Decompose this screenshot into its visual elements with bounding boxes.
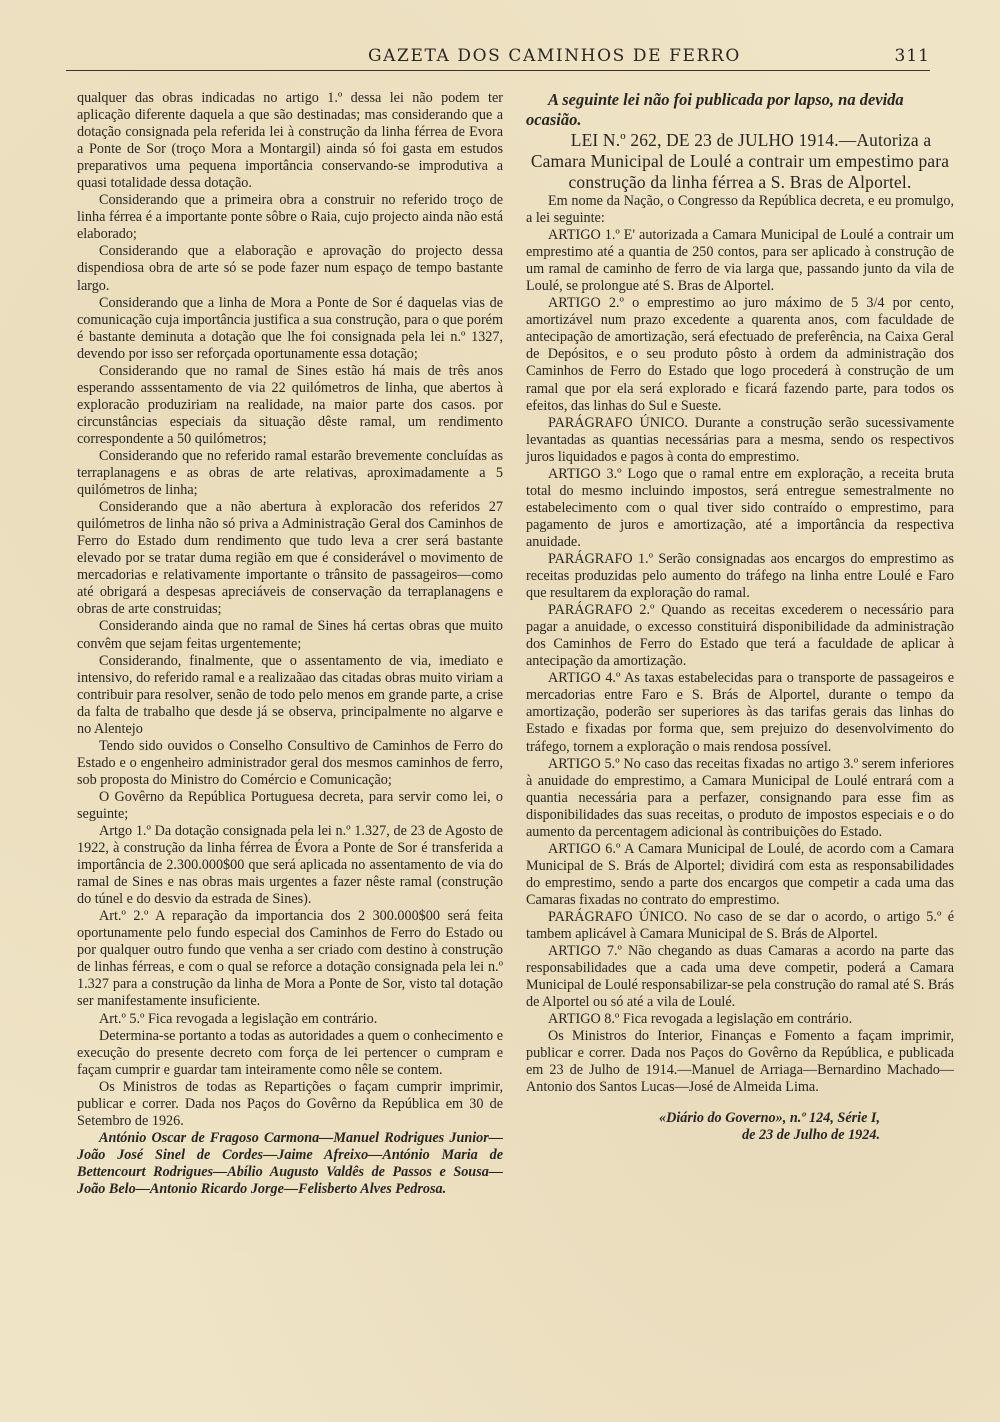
source-line: «Diário do Governo», n.º 124, Série I, [658, 1110, 880, 1127]
article-paragraph: ARTIGO 3.º Logo que o ramal entre em exploração, a receita bruta total do mesmo incluindo impostos, será entregue semestralmente no estabelecimento com o qual tiver sido contraído o emprestimo, para pagamento de juros e amortização, até a importância da respectiva anuidade. [526, 465, 954, 550]
paragraph: qualquer das obras indicadas no artigo 1.º dessa lei não podem ter aplicação diferente daquela a que são destinadas; mas considerando que a dotação consignada pela referida lei à construção da linha férrea de Evora a Ponte de Sor (troço Mora a Montargil) ainda só foi gasta em estudos preparativos uma pequena importância conservando-se improdutiva a quasi totalidade dessa dotação. [77, 90, 503, 192]
paragraph: Considerando que a elaboração e aprovação do projecto dessa dispendiosa obra de arte só se pode fazer num espaço de tempo bastante largo. [77, 243, 503, 294]
article-paragraph: PARÁGRAFO ÚNICO. Durante a construção serão sucessivamente levantadas as quantias necessárias para a mesma, sendo os respectivos juros liquidados e pagos à conta do emprestimo. [526, 414, 954, 465]
paragraph: Considerando que no referido ramal estarão brevemente concluídas as terraplanagens e as obras de arte relativas, aproximadamente a 5 quilómetros de linha; [77, 447, 503, 499]
paragraph: Tendo sido ouvidos o Conselho Consultivo de Caminhos de Ferro do Estado e o engenheiro administrador geral dos mesmos caminhos de ferro, sob proposta do Ministro do Comércio e Comunicação; [77, 737, 503, 788]
article-paragraph: ARTIGO 5.º No caso das receitas fixadas no artigo 3.º serem inferiores à anuidade do emprestimo, a Camara Municipal de Loulé entrará com a quantia necessária para a perfazer, consignando para esse fim as disponibilidades das suas receitas, o produto de impostos especiais e o do aumento da percentagem adicional às contribuições do Estado. [526, 755, 954, 840]
article-paragraph: Art.º 2.º A reparação da importancia dos 2 300.000$00 será feita oportunamente pelo fundo especial dos Caminhos de Ferro do Estado ou por qualquer outro fundo que venha a ser criado com destino à construção de linhas férreas, e com o qual se reforce a dotação consignada pela lei n.º 1.327 para a construção da linha de Mora a Ponte de Sor, visto tal dotação ser manifestamente insuficiente. [77, 908, 503, 1010]
left-column [77, 90, 503, 1198]
paragraph: Considerando ainda que no ramal de Sines há certas obras que muito convêm que sejam feitas urgentemente; [77, 618, 503, 652]
paragraph: O Govêrno da República Portuguesa decreta, para servir como lei, o seguinte; [77, 788, 503, 822]
source-citation [526, 1110, 954, 1144]
source-line: de 23 de Julho de 1924. [742, 1127, 880, 1144]
article-paragraph: Art.º 5.º Fica revogada a legislação em contrário. [99, 1010, 378, 1027]
article-paragraph: PARÁGRAFO ÚNICO. No caso de se dar o acordo, o artigo 5.º é tambem aplicável à Camara Municipal de S. Brás de Alportel. [526, 908, 954, 943]
law-title: LEI N.º 262, DE 23 de JULHO 1914.—Autoriza a Camara Municipal de Loulé a contrair um empestimo para construção da linha férrea a S. Bras de Alportel. [530, 130, 950, 192]
article-paragraph: ARTIGO 6.º A Camara Municipal de Loulé, de acordo com a Camara Municipal de S. Brás de Alportel; dividirá com esta as responsabilidades do emprestimo, sendo a parte dos encargos que competir a cada uma das Camaras fixadas no contrato do emprestimo. [526, 840, 954, 908]
paragraph: Determina-se portanto a todas as autoridades a quem o conhecimento e execução do presente decreto com força de lei pertencer o cumpram e façam cumprir e guardar tam inteiramente como nêle se contem. [77, 1027, 503, 1078]
paragraph: Considerando que no ramal de Sines estão há mais de três anos esperando asssentamento de via 22 quilómetros de linha, que abertos à exploracão produziriam na realidade, na maior parte dos casos. por circunstâncias especiais da situação dêste ramal, um rendimento correspondente a 50 quilómetros; [77, 362, 503, 447]
signatures: António Oscar de Fragoso Carmona—Manuel Rodrigues Junior—João José Sinel de Cordes—Jaime Afreixo—António Maria de Bettencourt Rodrigues—Abílio Augusto Valdês de Passos e Sousa—João Belo—Antonio Ricardo Jorge—Felisberto Alves Pedrosa. [77, 1129, 503, 1197]
paragraph: Considerando que a linha de Mora a Ponte de Sor é daquelas vias de comunicação cuja importância justifica a sua construção, para o que porém é bastante deminuta a dotação que lhe foi consignada pela lei n.º 1327, devendo por isso ser reforçada oportunamente essa dotação; [77, 294, 503, 362]
right-column [526, 90, 954, 1144]
paragraph: Considerando que a não abertura à exploracão dos referidos 27 quilómetros de linha não só priva a Administração Geral dos Caminhos de Ferro do Estado dum rendimento que tudo leva a crer será bastante elevado por se tratar duma região em que é considerável o movimento de mercadorias e relativamente importante o trânsito de passageiros—como até obrigará a despesas apreciáveis de conservação da terraplanagens e obras de arte construidas; [77, 499, 503, 618]
paragraph: Os Ministros do Interior, Finanças e Fomento a façam imprimir, publicar e correr. Dada nos Paços do Govêrno da República, e publicada em 23 de Julho de 1914.—Manuel de Arriaga—Bernardino Machado—Antonio dos Santos Lucas—José de Almeida Lima. [526, 1028, 954, 1096]
article-paragraph: ARTIGO 2.º o emprestimo ao juro máximo de 5 3/4 por cento, amortizável num prazo excedente a quarenta anos, com faculdade de antecipação de amortização, será efectuado de preferência, na Caixa Geral de Depósitos, e o seu produto pôsto à ordem da administração dos Caminhos de Ferro do Estado que logo procederá à construção de um ramal que por ela será explorado e ficará fazendo parte, para todos os efeitos, das linhas do Sul e Sueste. [526, 295, 954, 414]
article-paragraph: ARTIGO 8.º Fica revogada a legislação em contrário. [548, 1011, 853, 1028]
paragraph: Considerando que a primeira obra a construir no referido troço de linha férrea é a importante ponte sôbre o Raia, cujo projecto ainda não está elaborado; [77, 192, 503, 243]
article-paragraph: Artgo 1.º Da dotação consignada pela lei n.º 1.327, de 23 de Agosto de 1922, à construção da linha férrea de Évora a Ponte de Sor é transferida a importância de 2.300.000$00 que será aplicada no assentamento de via do ramal de Sines e nas obras mais urgentes a fazer nêste ramal (construção do túnel e do desvio da estrada de Sines). [77, 823, 503, 908]
article-paragraph: ARTIGO 7.º Não chegando as duas Camaras a acordo na parte das responsabilidades que a cada uma deve competir, poderá a Camara Municipal de Loulé responsabilizar-se pela construção do ramal até S. Brás de Alportel ou só até a vila de Loulé. [526, 943, 954, 1011]
intro-note: A seguinte lei não foi publicada por lapso, na devida ocasião. [526, 90, 904, 129]
header-rule [66, 70, 930, 71]
paragraph: Em nome da Nação, o Congresso da República decreta, e eu promulgo, a lei seguinte: [526, 193, 954, 227]
paragraph: Considerando, finalmente, que o assentamento de via, imediato e intensivo, do referido ramal e a realizaãao das citadas obras muito viriam a contribuir para resolver, senão de todo pelo menos em grande parte, a crise da falta de trabalho que desde já se observa, principalmente no algarve e no Alentejo [77, 652, 503, 737]
article-paragraph: ARTIGO 1.º E' autorizada a Camara Municipal de Loulé a contrair um emprestimo até a quantia de 250 contos, para ser aplicado à construção de um ramal de caminho de ferro de via larga que, passando junto da vila de Loulé, se prolongue até S. Bras de Alportel. [526, 227, 954, 295]
article-paragraph: PARÁGRAFO 1.º Serão consignadas aos encargos do emprestimo as receitas produzidas pelo aumento do tráfego na linha entre Loulé e Faro que resultarem da exploração do ramal. [526, 550, 954, 602]
publication-title: GAZETA DOS CAMINHOS DE FERRO [368, 46, 741, 66]
page-header [360, 46, 930, 70]
article-paragraph: PARÁGRAFO 2.º Quando as receitas excederem o necessário para pagar a anuidade, o excesso constituirá disponibilidade da administração dos Caminhos de Ferro do Estado que terá a faculdade de aplicar à antecipação da amortização. [526, 602, 954, 670]
article-paragraph: ARTIGO 4.º As taxas estabelecidas para o transporte de passageiros e mercadorias entre Faro e S. Brás de Alportel, durante o tempo da amortização, poderão ser superiores às das tarifas gerais das linhas do Estado e fixadas por forma que, sem prejuizo do desenvolvimento do tráfego, tornem a exploração o mais rendosa possível. [526, 670, 954, 755]
paragraph: Os Ministros de todas as Repartições o façam cumprir imprimir, publicar e correr. Dada nos Paços do Govêrno da República em 30 de Setembro de 1926. [77, 1078, 503, 1129]
page-number: 311 [894, 46, 930, 66]
